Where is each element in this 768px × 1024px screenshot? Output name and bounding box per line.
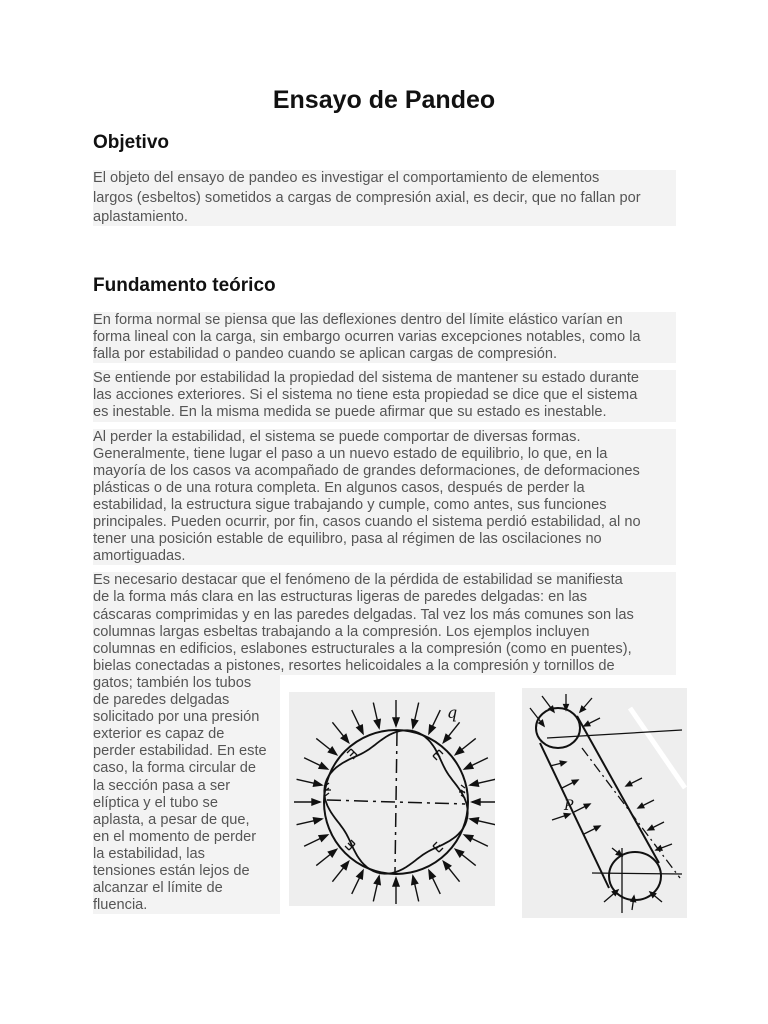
- text-line: principales. Pueden ocurrir, por fin, casos cuando el sistema perdió estabilidad, al no: [93, 514, 641, 531]
- text-line: columnas largas esbeltas trabajando a la compresión. Los ejemplos incluyen: [93, 623, 590, 640]
- text-line: exterior es capaz de: [93, 726, 225, 743]
- text-line: cáscaras comprimidas y en las paredes delgadas. Tal vez los más comunes son las: [93, 606, 634, 623]
- paragraph: [93, 572, 676, 675]
- paragraph: [93, 312, 676, 363]
- text-line: perder estabilidad. En este: [93, 743, 267, 760]
- text-line: tener una posición estable de equilibro, pasa al régimen de las oscilaciones no: [93, 531, 602, 548]
- document-title: Ensayo de Pandeo: [272, 86, 496, 114]
- text-line: elíptica y el tubo se: [93, 794, 218, 811]
- text-line: Es necesario destacar que el fenómeno de la pérdida de estabilidad se manifiesta: [93, 572, 623, 589]
- text-line: estabilidad, la estructura sigue trabajando y cumple, como antes, sus funciones: [93, 496, 607, 513]
- load-label: P: [564, 798, 574, 814]
- section-heading-fundamento: Fundamento teórico: [93, 275, 276, 296]
- text-line: mayoría de los casos va acompañado de grandes deformaciones, de deformaciones: [93, 462, 640, 479]
- text-line: fluencia.: [93, 897, 148, 914]
- text-line: de la forma más clara en las estructuras ligeras de paredes delgadas: en las: [93, 589, 588, 606]
- paragraph-gap: [93, 363, 676, 370]
- text-line: solicitado por una presión: [93, 709, 260, 726]
- section-heading-objetivo: Objetivo: [93, 132, 170, 153]
- text-line: El objeto del ensayo de pandeo es investigar el comportamiento de elementos: [93, 170, 600, 186]
- tube-buckling-figure: [289, 692, 495, 906]
- column-buckling-diagram: [522, 688, 687, 918]
- text-line: la sección pasa a ser: [93, 777, 231, 794]
- column-buckling-figure: [522, 688, 687, 918]
- objetivo-paragraph: [93, 170, 676, 226]
- text-line: largos (esbeltos) sometidos a cargas de compresión axial, es decir, que no fallan por: [93, 190, 641, 207]
- text-line: Se entiende por estabilidad la propiedad del sistema de mantener su estado durante: [93, 370, 640, 387]
- text-line: En forma normal se piensa que las deflexiones dentro del límite elástico varían en: [93, 312, 623, 328]
- paragraph-gap: [93, 565, 676, 572]
- tube-paragraph: [93, 675, 280, 914]
- pressure-label: q: [447, 703, 458, 722]
- text-line: bielas conectadas a pistones, resortes helicoidales a la compresión y tornillos de: [93, 657, 615, 674]
- text-line: la estabilidad, las: [93, 845, 205, 862]
- text-line: forma lineal con la carga, sin embargo ocurren varias excepciones notables, como la: [93, 329, 641, 346]
- text-line: caso, la forma circular de: [93, 760, 257, 777]
- text-line: falla por estabilidad o pandeo cuando se aplican cargas de compresión.: [93, 346, 558, 363]
- paragraph-gap: [93, 422, 676, 429]
- text-line: Generalmente, tiene lugar el paso a un nuevo estado de equilibrio, lo que, en la: [93, 445, 608, 462]
- text-line: gatos; también los tubos: [93, 675, 252, 691]
- text-line: plásticas o de una rotura completa. En algunos casos, después de perder la: [93, 479, 585, 496]
- tube-buckling-diagram: [289, 692, 495, 906]
- paragraph: [93, 370, 676, 421]
- text-line: en el momento de perder: [93, 828, 257, 845]
- fundamento-body: [93, 312, 676, 675]
- text-line: amortiguadas.: [93, 548, 186, 565]
- text-line: de paredes delgadas: [93, 692, 230, 709]
- text-line: columnas en edificios, eslabones estructurales a la compresión (como en puentes),: [93, 640, 632, 657]
- text-line: es inestable. En la misma medida se puede afirmar que su estado es inestable.: [93, 404, 607, 421]
- text-line: alcanzar el límite de: [93, 880, 223, 897]
- paragraph: [93, 429, 676, 566]
- text-line: aplastamiento.: [93, 209, 188, 226]
- text-line: aplasta, a pesar de que,: [93, 811, 250, 828]
- text-line: las acciones exteriores. Si el sistema no tiene esta propiedad se dice que el sistema: [93, 387, 638, 404]
- text-line: Al perder la estabilidad, el sistema se puede comportar de diversas formas.: [93, 428, 581, 445]
- text-line: tensiones están lejos de: [93, 863, 250, 880]
